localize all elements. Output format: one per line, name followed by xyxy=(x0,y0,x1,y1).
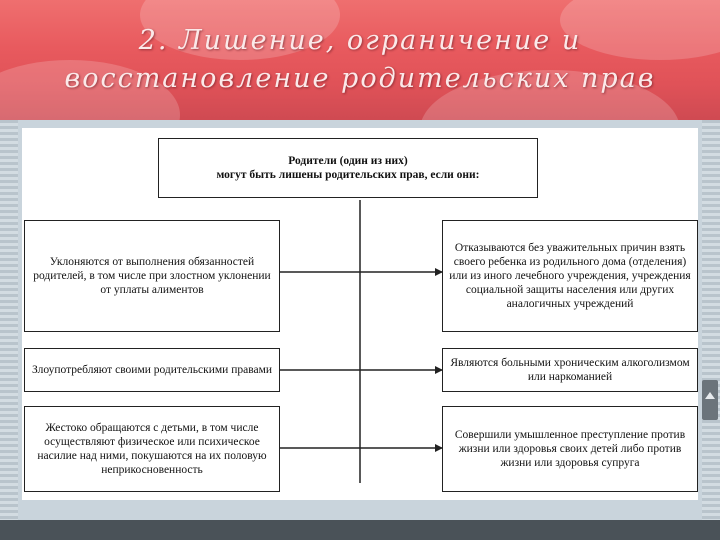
right-box-3: Совершили умышленное преступление против жизни или здоровья своих детей либо против жизни или здоровья супруга xyxy=(442,406,698,492)
slide-title-line1: 2. Лишение, ограничение и xyxy=(138,25,582,56)
slide-footer-bar xyxy=(0,520,720,540)
top-box-line2: могут быть лишены родительских прав, если они: xyxy=(216,169,480,181)
right-decorative-strip xyxy=(702,120,720,520)
scroll-handle[interactable] xyxy=(702,380,718,420)
diagram xyxy=(22,128,698,500)
right-box-2: Являются больными хроническим алкоголизмом или наркоманией xyxy=(442,348,698,392)
left-box-2: Злоупотребляют своими родительскими правами xyxy=(24,348,280,392)
right-box-1: Отказываются без уважительных причин взять своего ребенка из родильного дома (отделения) или из иного лечебного учреждения, учреждения социальной защиты населения или других аналогичных учреждений xyxy=(442,220,698,332)
slide-title-line2: восстановление родительских прав xyxy=(64,63,656,94)
top-box-line1: Родители (один из них) xyxy=(288,155,408,167)
slide-title xyxy=(0,22,720,98)
left-box-1: Уклоняются от выполнения обязанностей родителей, в том числе при злостном уклонении от уплаты алиментов xyxy=(24,220,280,332)
slide-header xyxy=(0,0,720,120)
top-box xyxy=(158,138,538,198)
scroll-up-icon[interactable] xyxy=(705,392,715,399)
left-decorative-strip xyxy=(0,120,18,520)
left-box-3: Жестоко обращаются с детьми, в том числе осуществляют физическое или психическое насилие над ними, покушаются на их половую неприкосновенность xyxy=(24,406,280,492)
diagram-panel xyxy=(22,128,698,500)
